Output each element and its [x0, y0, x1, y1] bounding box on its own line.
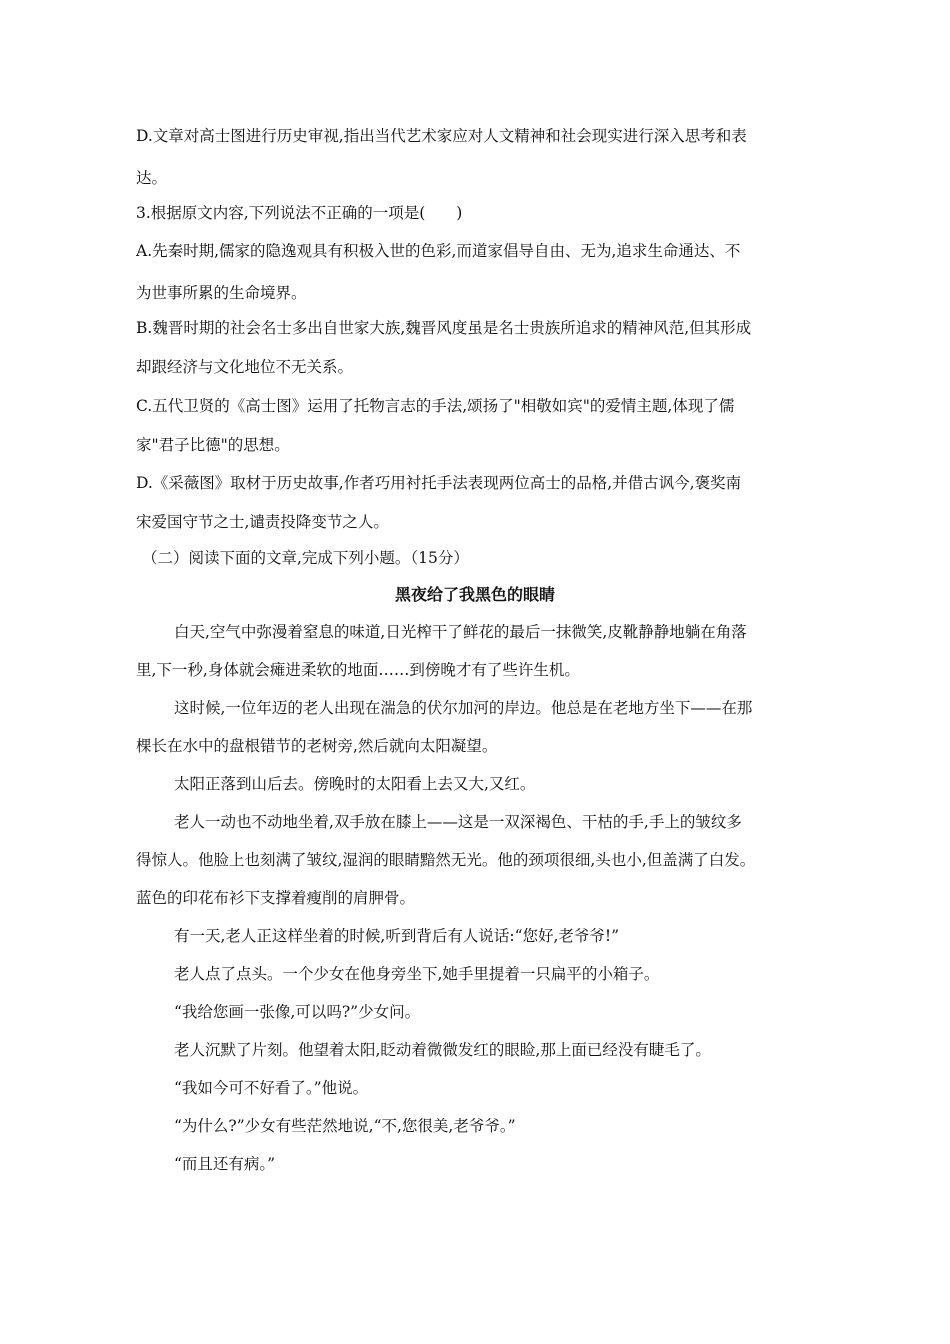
- paragraph-line: “为什么?”少女有些茫然地说,“不,您很美,老爷爷。”: [174, 1117, 516, 1135]
- q3-option-c-line-2: 家"君子比德"的思想。: [136, 436, 290, 454]
- paragraph-line: “我给您画一张像,可以吗?”少女问。: [174, 1003, 421, 1021]
- paragraph-line: 老人点了点头。一个少女在他身旁坐下,她手里提着一只扁平的小箱子。: [174, 965, 660, 983]
- q3-option-d-line-2: 宋爱国守节之士,谴责投降变节之人。: [136, 513, 389, 531]
- q2-option-d-line-1: D.文章对高士图进行历史审视,指出当代艺术家应对人文精神和社会现实进行深入思考和表: [136, 127, 747, 145]
- q3-option-a-line-1: A.先秦时期,儒家的隐逸观具有积极入世的色彩,而道家倡导自由、无为,追求生命通达、不: [136, 242, 741, 260]
- article-title: 黑夜给了我黑色的眼睛: [394, 585, 555, 604]
- q3-option-b-line-1: B.魏晋时期的社会名士多出自世家大族,魏晋风度虽是名士贵族所追求的精神风范,但其形成: [136, 319, 752, 337]
- q3-option-a-line-2: 为世事所累的生命境界。: [136, 284, 307, 302]
- paragraph-line: 得惊人。他脸上也刻满了皱纹,湿润的眼睛黯然无光。他的颈项很细,头也小,但盖满了白发。: [136, 851, 756, 869]
- paragraph-line: 蓝色的印花布衫下支撑着瘦削的肩胛骨。: [136, 889, 416, 907]
- paragraph-line: 白天,空气中弥漫着窒息的味道,日光榨干了鲜花的最后一抹微笑,皮靴静静地躺在角落: [174, 623, 747, 641]
- q3-option-b-line-2: 却跟经济与文化地位不无关系。: [136, 358, 354, 376]
- paragraph-line: 棵长在水中的盘根错节的老树旁,然后就向太阳凝望。: [136, 737, 498, 755]
- paragraph-line: 这时候,一位年迈的老人出现在湍急的伏尔加河的岸边。他总是在老地方坐下——在那: [174, 699, 753, 717]
- paragraph-line: 老人沉默了片刻。他望着太阳,眨动着微微发红的眼睑,那上面已经没有睫毛了。: [174, 1041, 711, 1059]
- q2-option-d-line-2: 达。: [136, 169, 168, 187]
- q3-stem: 3.根据原文内容,下列说法不正确的一项是( ): [136, 204, 463, 222]
- paragraph-line: 里,下一秒,身体就会瘫进柔软的地面……到傍晚才有了些许生机。: [136, 661, 580, 679]
- paragraph-line: 有一天,老人正这样坐着的时候,听到背后有人说话:“您好,老爷爷!”: [174, 927, 620, 945]
- paragraph-line: “我如今可不好看了。”他说。: [174, 1079, 369, 1097]
- q3-option-c-line-1: C.五代卫贤的《高士图》运用了托物言志的手法,颂扬了"相敬如宾"的爱情主题,体现了儒: [136, 397, 735, 415]
- paragraph-line: 太阳正落到山后去。傍晚时的太阳看上去又大,又红。: [174, 775, 536, 793]
- paragraph-line: “而且还有病。”: [174, 1155, 276, 1173]
- q3-option-d-line-1: D.《采薇图》取材于历史故事,作者巧用衬托手法表现两位高士的品格,并借古讽今,褒奖南: [136, 474, 742, 492]
- section-heading: （二）阅读下面的文章,完成下列小题。（15分）: [142, 549, 469, 567]
- paragraph-line: 老人一动也不动地坐着,双手放在膝上——这是一双深褐色、干枯的手,手上的皱纹多: [174, 813, 742, 831]
